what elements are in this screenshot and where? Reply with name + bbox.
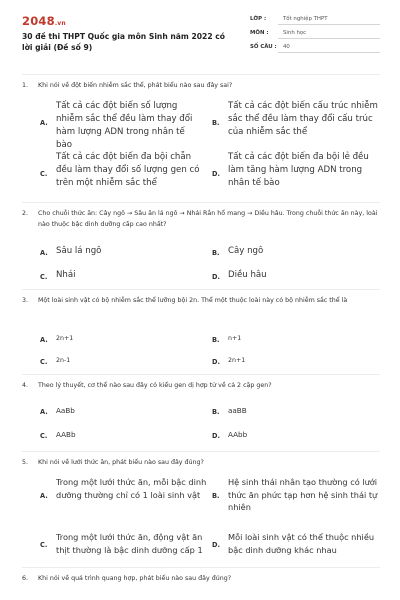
option-text: Tất cả các đột biến số lượng nhiễm sắc thể đều làm thay đổi hàm lượng ADN trong nhân tế bào — [56, 101, 193, 150]
option-d[interactable] — [212, 430, 384, 440]
meta-value: Sinh học — [283, 30, 307, 36]
option-text: Nhái — [56, 270, 76, 280]
meta-value: Tốt nghiệp THPT — [283, 16, 328, 22]
option-d[interactable] — [212, 356, 384, 366]
question-5 — [22, 458, 380, 469]
logo-suffix: .vn — [54, 20, 66, 27]
option-c[interactable] — [40, 269, 200, 282]
option-letter: A. — [40, 249, 48, 257]
meta-key: SỐ CÂU : — [250, 44, 277, 50]
question-divider — [22, 374, 380, 375]
option-a[interactable] — [40, 100, 200, 152]
document-header — [0, 0, 400, 72]
option-letter: D. — [212, 170, 220, 178]
option-letter: B. — [212, 249, 220, 257]
option-b[interactable] — [212, 245, 384, 258]
question-number: 4. — [22, 382, 29, 389]
option-letter: A. — [40, 492, 48, 500]
option-letter: C. — [40, 432, 48, 440]
option-letter: A. — [40, 408, 48, 416]
meta-divider — [278, 38, 380, 39]
option-d[interactable] — [212, 269, 384, 282]
meta-divider — [278, 24, 380, 25]
question-divider — [22, 451, 380, 452]
option-text: Mỗi loài sinh vật có thể thuộc nhiều bậc dinh dưỡng khác nhau — [228, 532, 375, 555]
question-number: 1. — [22, 82, 29, 89]
header-divider — [22, 74, 380, 75]
option-c[interactable] — [40, 430, 200, 440]
option-c[interactable] — [40, 531, 208, 556]
meta-divider — [278, 52, 380, 53]
option-text: Diều hâu — [228, 270, 267, 280]
option-text: AAbb — [228, 430, 248, 439]
question-number: 3. — [22, 297, 29, 304]
meta-value: 40 — [283, 44, 290, 50]
option-text: Sâu lá ngô — [56, 246, 102, 256]
option-letter: C. — [40, 273, 48, 281]
option-letter: D. — [212, 273, 220, 281]
option-letter: A. — [40, 336, 48, 344]
question-1 — [22, 81, 380, 92]
option-letter: D. — [212, 541, 220, 549]
question-text: Khi nói về lưới thức ăn, phát biểu nào sau đây đúng? — [38, 459, 204, 466]
meta-key: LỚP : — [250, 16, 267, 22]
option-b[interactable] — [212, 100, 384, 139]
question-divider — [22, 289, 380, 290]
option-letter: C. — [40, 170, 48, 178]
option-text: n+1 — [228, 335, 242, 342]
option-text: 2n+1 — [56, 335, 74, 342]
option-text: Tất cả các đột biến đa bội chẵn đều làm thay đổi số lượng gen có trên một nhiễm sắc thể — [56, 152, 200, 188]
option-c[interactable] — [40, 356, 200, 366]
option-a[interactable] — [40, 334, 200, 344]
option-text: 2n-1 — [56, 357, 71, 364]
option-letter: B. — [212, 492, 220, 500]
option-d[interactable] — [212, 531, 384, 556]
question-4 — [22, 381, 380, 392]
question-number: 5. — [22, 459, 29, 466]
option-letter: D. — [212, 358, 220, 366]
option-text: aaBB — [228, 406, 247, 415]
meta-key: MÔN : — [250, 30, 269, 36]
question-3 — [22, 296, 380, 307]
option-letter: C. — [40, 358, 48, 366]
option-text: 2n+1 — [228, 357, 246, 364]
option-text: Hệ sinh thái nhân tạo thường có lưới thức ăn phức tạp hơn hệ sinh thái tự nhiên — [228, 477, 378, 512]
site-logo[interactable] — [22, 14, 66, 28]
option-letter: C. — [40, 541, 48, 549]
option-text: Tất cả các đột biến đa bội lẻ đều làm tăng hàm lượng ADN trong nhân tế bào — [228, 152, 369, 188]
option-b[interactable] — [212, 476, 384, 514]
option-letter: D. — [212, 432, 220, 440]
meta-row-count — [250, 41, 380, 55]
question-divider — [22, 202, 380, 203]
option-d[interactable] — [212, 151, 384, 190]
option-text: Trong một lưới thức ăn, động vật ăn thịt thường là bậc dinh dưỡng cấp 1 — [56, 532, 203, 555]
question-2 — [22, 209, 380, 230]
option-b[interactable] — [212, 334, 384, 344]
question-text: Cho chuỗi thức ăn: Cây ngô → Sâu ăn lá ngô → Nhái Rắn hổ mang → Diều hâu. Trong chuỗi thức ăn này, loài nào thuộc bậc dinh dưỡng cấp cao nhất? — [38, 210, 378, 228]
meta-row-class — [250, 13, 380, 27]
logo-main: 2048 — [22, 14, 55, 28]
option-letter: B. — [212, 336, 220, 344]
question-number: 2. — [22, 210, 29, 217]
option-text: Tất cả các đột biến cấu trúc nhiễm sắc thể đều làm thay đổi cấu trúc của nhiễm sắc thể — [228, 101, 378, 137]
option-a[interactable] — [40, 406, 200, 416]
question-text: Một loài sinh vật có bộ nhiễm sắc thể lưỡng bội 2n. Thể một thuộc loài này có bộ nhiễm sắc thể là — [38, 297, 348, 304]
meta-table — [250, 13, 380, 55]
meta-row-subject — [250, 27, 380, 41]
option-letter: B. — [212, 119, 220, 127]
option-letter: B. — [212, 408, 220, 416]
option-text: AaBb — [56, 406, 75, 415]
option-b[interactable] — [212, 406, 384, 416]
option-a[interactable] — [40, 476, 208, 501]
question-text: Khi nói về quá trình quang hợp, phát biểu nào sau đây đúng? — [38, 575, 232, 582]
document-title: 30 đề thi THPT Quốc gia môn Sinh năm 2022 có lời giải (Đề số 9) — [22, 32, 225, 52]
option-c[interactable] — [40, 151, 200, 190]
option-letter: A. — [40, 119, 48, 127]
option-text: Cây ngô — [228, 246, 264, 256]
option-a[interactable] — [40, 245, 200, 258]
question-6 — [22, 574, 380, 585]
option-text: AABb — [56, 430, 76, 439]
question-text: Khi nói về đột biến nhiễm sắc thể, phát biểu nào sau đây sai? — [38, 82, 233, 89]
option-text: Trong một lưới thức ăn, mỗi bậc dinh dưỡng thường chỉ có 1 loài sinh vật — [56, 477, 207, 500]
question-number: 6. — [22, 575, 29, 582]
question-text: Theo lý thuyết, cơ thể nào sau đây có kiểu gen dị hợp tử về cả 2 cặp gen? — [38, 382, 272, 389]
question-divider — [22, 567, 380, 568]
